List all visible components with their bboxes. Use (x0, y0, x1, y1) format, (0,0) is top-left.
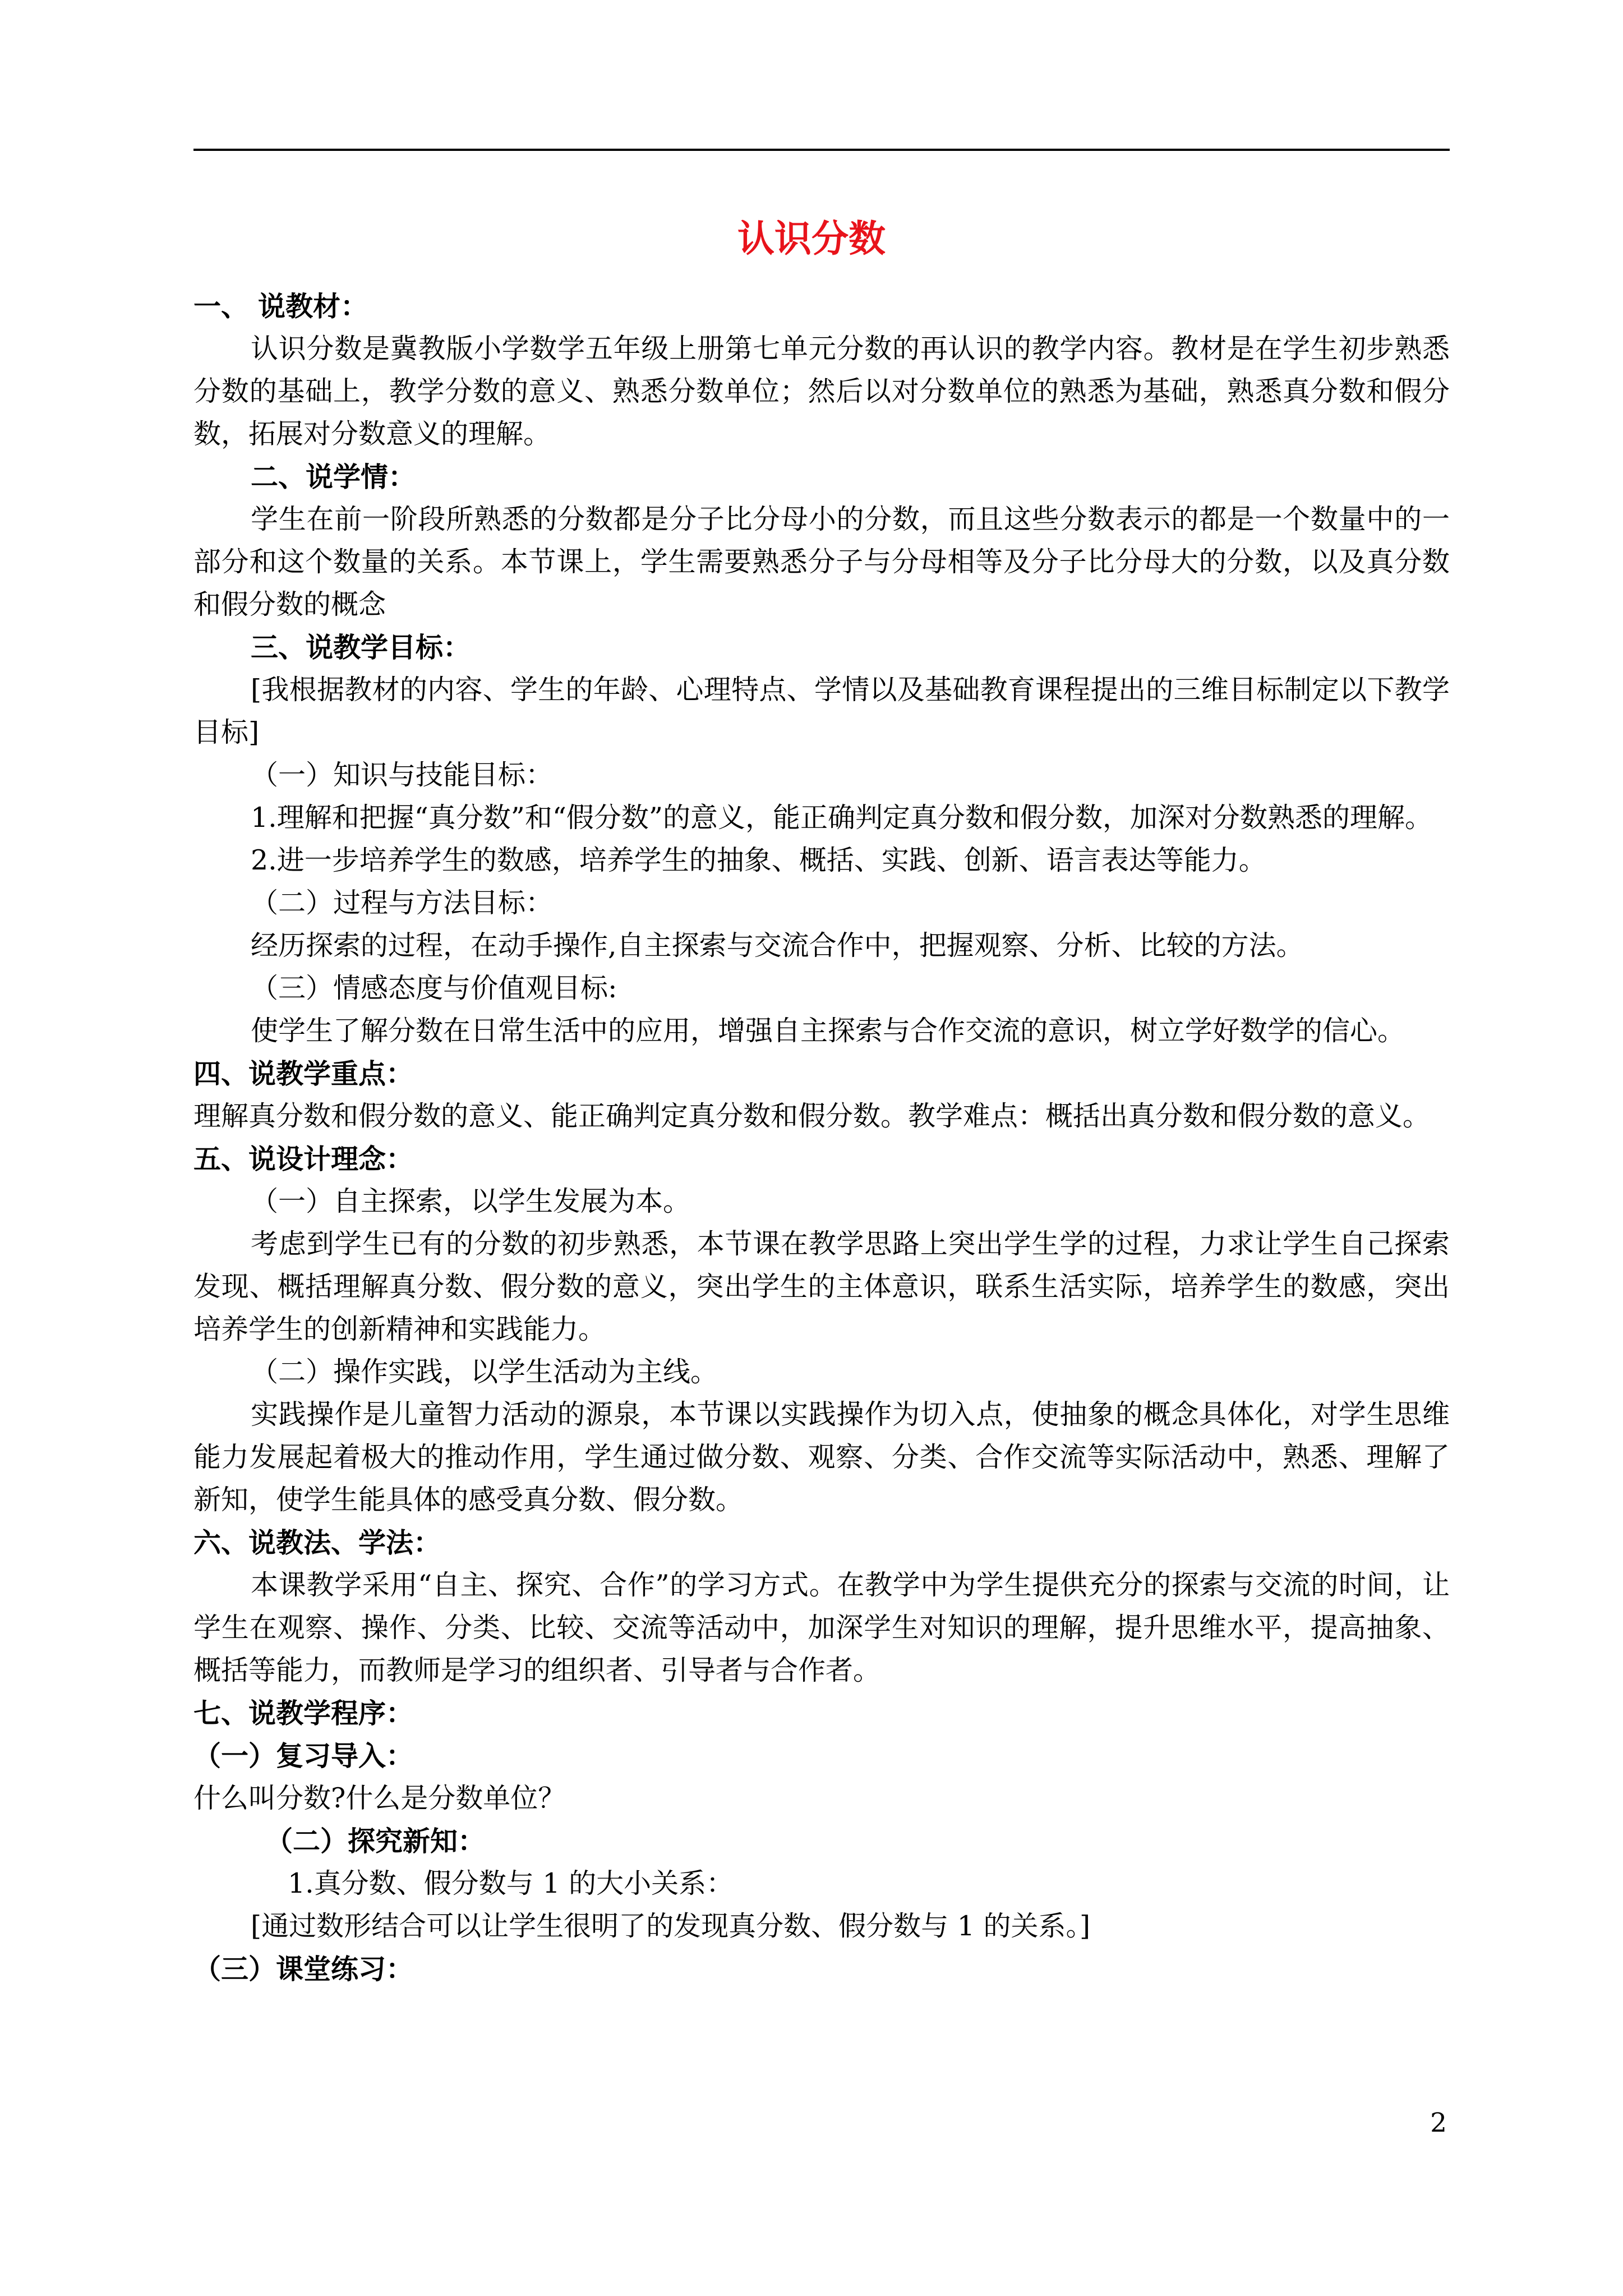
section-6-heading: 六、说教法、学法： (193, 1526, 441, 1559)
document-title: 认识分数 (737, 217, 886, 260)
section-3-sub1: （一）知识与技能目标： (251, 759, 554, 791)
section-1-heading: 一、 说教材： (193, 290, 368, 323)
section-7-sub1-text: 什么叫分数?什么是分数单位？ (193, 1782, 566, 1814)
section-7-sub2-item: 1.真分数、假分数与 1 的大小关系： (288, 1867, 734, 1899)
section-4-paragraph: 理解真分数和假分数的意义、能正确判定真分数和假分数。教学难点：概括出真分数和假分数的意义。 (193, 1100, 1431, 1132)
document-body (193, 285, 1450, 1990)
header-rule (193, 149, 1450, 151)
section-1-paragraph: 认识分数是冀教版小学数学五年级上册第七单元分数的再认识的教学内容。教材是在学生初步熟悉分数的基础上，教学分数的意义、熟悉分数单位；然后以对分数单位的熟悉为基础，熟悉真分数和假分数，拓展对分数意义的理解。 (193, 333, 1450, 450)
section-5-heading: 五、说设计理念： (193, 1143, 414, 1175)
section-2-heading: 二、说学情： (251, 461, 416, 493)
section-3-item1: 1.理解和把握“真分数”和“假分数”的意义，能正确判定真分数和假分数，加深对分数熟悉的理解。 (251, 802, 1432, 834)
section-7-sub1: （一）复习导入： (193, 1740, 414, 1772)
section-7-heading: 七、说教学程序： (193, 1697, 414, 1729)
section-5-paragraph2: 实践操作是儿童智力活动的源泉，本节课以实践操作为切入点，使抽象的概念具体化，对学生思维能力发展起着极大的推动作用，学生通过做分数、观察、分类、合作交流等实际活动中，熟悉、理解了新知，使学生能具体的感受真分数、假分数。 (193, 1398, 1450, 1516)
section-6-paragraph: 本课教学采用“自主、探究、合作”的学习方式。在教学中为学生提供充分的探索与交流的时间，让学生在观察、操作、分类、比较、交流等活动中，加深学生对知识的理解，提升思维水平，提高抽象、概括等能力，而教师是学习的组织者、引导者与合作者。 (193, 1569, 1450, 1686)
section-7-sub2-note: [通过数形结合可以让学生很明了的发现真分数、假分数与 1 的关系。] (251, 1910, 1091, 1942)
section-3-sub2: （二）过程与方法目标： (251, 887, 554, 919)
section-3-sub3-text: 使学生了解分数在日常生活中的应用，增强自主探索与合作交流的意识，树立学好数学的信心。 (251, 1015, 1405, 1047)
section-3-heading: 三、说教学目标： (251, 631, 471, 664)
section-4-heading: 四、说教学重点： (193, 1057, 414, 1090)
section-5-paragraph1: 考虑到学生已有的分数的初步熟悉，本节课在教学思路上突出学生学的过程，力求让学生自己探索发现、概括理解真分数、假分数的意义，突出学生的主体意识，联系生活实际，培养学生的数感，突出培养学生的创新精神和实践能力。 (193, 1228, 1450, 1345)
section-3-sub2-text: 经历探索的过程，在动手操作,自主探索与交流合作中，把握观察、分析、比较的方法。 (251, 930, 1304, 961)
section-7-sub3: （三）课堂练习： (193, 1953, 414, 1985)
section-5-sub2: （二）操作实践，以学生活动为主线。 (251, 1356, 718, 1388)
page-number: 2 (1430, 2108, 1447, 2138)
section-2-paragraph: 学生在前一阶段所熟悉的分数都是分子比分母小的分数，而且这些分数表示的都是一个数量中的一部分和这个数量的关系。本节课上，学生需要熟悉分子与分母相等及分子比分母大的分数，以及真分数和假分数的概念 (193, 503, 1450, 620)
section-3-intro: [我根据教材的内容、学生的年龄、心理特点、学情以及基础教育课程提出的三维目标制定以下教学目标] (193, 674, 1450, 748)
section-3-item2: 2.进一步培养学生的数感，培养学生的抽象、概括、实践、创新、语言表达等能力。 (251, 844, 1266, 876)
section-3-sub3: （三）情感态度与价值观目标: (251, 972, 617, 1004)
section-5-sub1: （一）自主探索，以学生发展为本。 (251, 1185, 691, 1217)
section-7-sub2: （二）探究新知： (265, 1825, 486, 1857)
